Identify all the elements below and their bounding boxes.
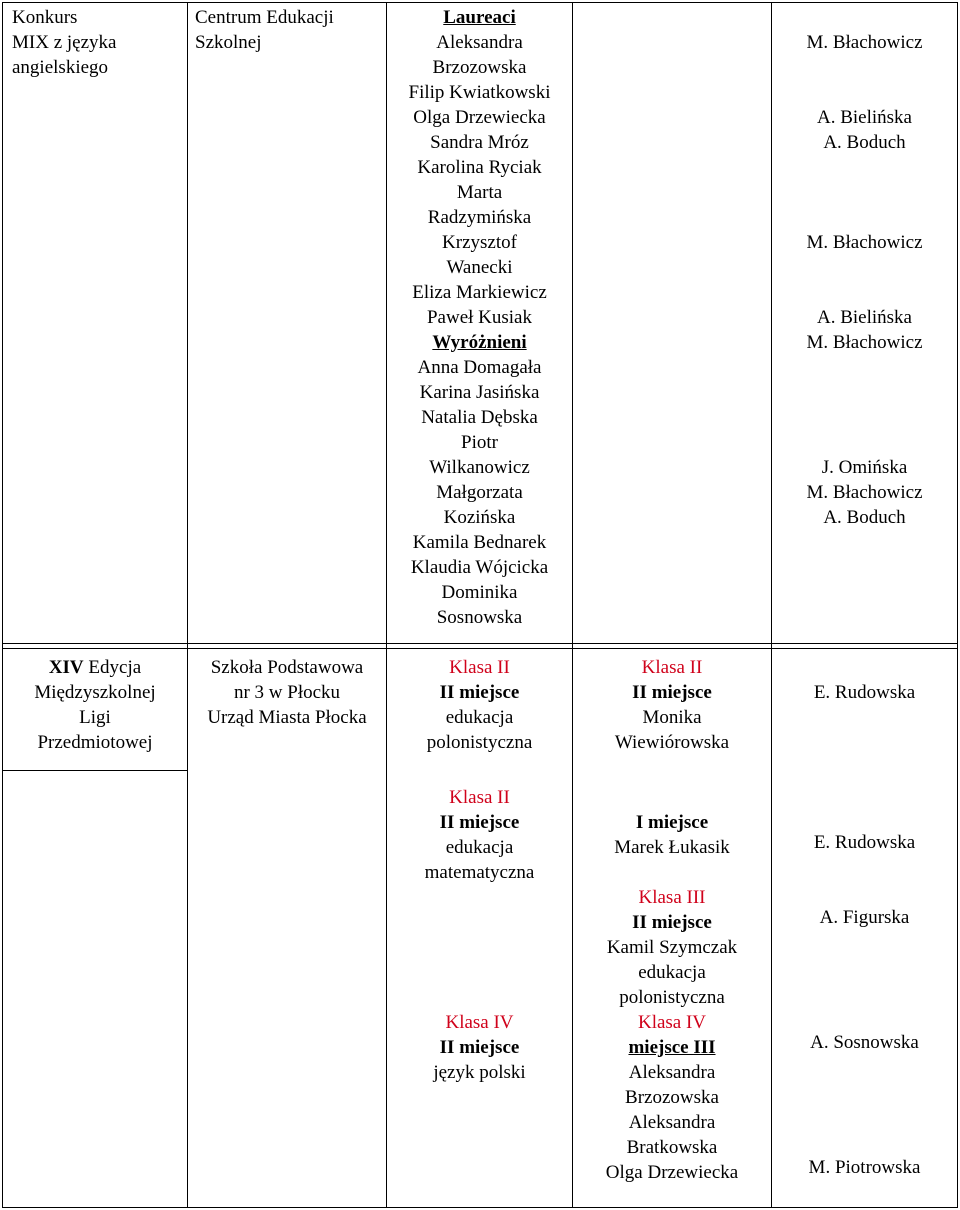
class-label: Klasa II <box>449 657 510 678</box>
competition-name-line: Ligi <box>79 707 111 728</box>
class-label: Klasa III <box>638 887 706 908</box>
class-label: Klasa IV <box>637 1012 707 1033</box>
row-divider <box>2 770 187 771</box>
distinguished-name: Wilkanowicz <box>429 457 530 478</box>
laureate-name: Sandra Mróz <box>430 132 529 153</box>
place-label: II miejsce <box>439 682 520 703</box>
subject-line: polonistyczna <box>426 732 533 753</box>
winner-name: Monika <box>642 707 702 728</box>
teachers-cell <box>772 680 957 1180</box>
competition-name-line: Międzyszkolnej <box>34 682 156 703</box>
laureate-name: Olga Drzewiecka <box>413 107 546 128</box>
winner-name: Kamil Szymczak <box>606 937 738 958</box>
winner-name: Marek Łukasik <box>614 837 730 858</box>
subject-line: edukacja <box>638 962 706 983</box>
subject-line: polonistyczna <box>619 987 725 1008</box>
winner-name: Brzozowska <box>625 1087 719 1108</box>
teacher-name: A. Figurska <box>819 907 910 928</box>
laureate-name: Karolina Ryciak <box>417 157 542 178</box>
column-divider <box>187 2 188 1208</box>
teacher-name: M. Błachowicz <box>806 482 923 503</box>
distinguished-name: Sosnowska <box>436 607 523 628</box>
teacher-name: A. Boduch <box>823 507 906 528</box>
laureate-name: Aleksandra <box>436 32 523 53</box>
competition-name-line: angielskiego <box>12 57 109 78</box>
organizer-cell <box>195 5 380 55</box>
laureate-name: Krzysztof <box>442 232 517 253</box>
organizer-line: Urząd Miasta Płocka <box>207 707 367 728</box>
results-cell <box>573 655 771 1185</box>
table-top-border <box>2 2 958 3</box>
row-divider <box>2 648 958 649</box>
teacher-name: A. Sosnowska <box>810 1032 919 1053</box>
distinguished-name: Natalia Dębska <box>421 407 538 428</box>
teacher-name: A. Boduch <box>823 132 906 153</box>
laureate-name: Wanecki <box>446 257 513 278</box>
subject-line: edukacja <box>445 707 514 728</box>
winner-name: Bratkowska <box>626 1137 718 1158</box>
subject-line: matematyczna <box>424 862 535 883</box>
competition-name-line: Konkurs <box>12 7 78 28</box>
laureate-name: Filip Kwiatkowski <box>408 82 551 103</box>
competition-name-line <box>3 655 187 680</box>
class-label: Klasa IV <box>445 1012 514 1033</box>
laureate-name: Radzymińska <box>427 207 532 228</box>
teacher-name: A. Bielińska <box>817 107 912 128</box>
place-label: I miejsce <box>635 812 709 833</box>
place-label: II miejsce <box>632 912 712 933</box>
categories-cell <box>387 655 572 1085</box>
teacher-name: J. Omińska <box>821 457 908 478</box>
table-bottom-border <box>2 1207 958 1208</box>
teacher-name: M. Piotrowska <box>808 1157 921 1178</box>
organizer-line: Szkoła Podstawowa <box>210 657 364 678</box>
organizer-line: Szkolnej <box>195 32 262 53</box>
distinguished-name: Kamila Bednarek <box>412 532 547 553</box>
place-label: miejsce III <box>628 1037 716 1058</box>
competition-name-cell <box>12 5 182 80</box>
table-right-border <box>957 2 958 1208</box>
organizer-line: nr 3 w Płocku <box>233 682 341 703</box>
winner-name: Olga Drzewiecka <box>605 1162 739 1183</box>
teacher-name: A. Bielińska <box>817 307 912 328</box>
competition-name-line: Przedmiotowej <box>37 732 153 753</box>
teacher-name: M. Błachowicz <box>806 232 923 253</box>
laureates-cell <box>387 5 572 630</box>
organizer-cell <box>188 655 386 730</box>
place-label: II miejsce <box>439 812 520 833</box>
teacher-name: M. Błachowicz <box>806 32 923 53</box>
competition-name-cell <box>3 655 187 755</box>
distinguished-name: Klaudia Wójcicka <box>410 557 549 578</box>
place-label: II miejsce <box>632 682 712 703</box>
laureate-name: Eliza Markiewicz <box>412 282 547 303</box>
edition-number: XIV <box>48 657 84 678</box>
place-label: II miejsce <box>439 1037 520 1058</box>
wyroznieni-heading: Wyróżnieni <box>432 332 527 353</box>
distinguished-name: Małgorzata <box>436 482 523 503</box>
laureate-name: Paweł Kusiak <box>426 307 532 328</box>
distinguished-name: Anna Domagała <box>417 357 542 378</box>
laureaci-heading: Laureaci <box>443 7 516 28</box>
organizer-line: Centrum Edukacji <box>195 7 334 28</box>
laureate-name: Brzozowska <box>432 57 527 78</box>
distinguished-name: Kozińska <box>443 507 516 528</box>
teacher-name: E. Rudowska <box>813 832 916 853</box>
competition-name-line: MIX z języka <box>12 32 117 53</box>
table-left-border <box>2 2 3 1208</box>
teachers-cell <box>772 30 957 530</box>
winner-name: Aleksandra <box>628 1112 716 1133</box>
subject-line: edukacja <box>445 837 514 858</box>
distinguished-name: Dominika <box>441 582 518 603</box>
teacher-name: M. Błachowicz <box>806 332 923 353</box>
class-label: Klasa II <box>449 787 510 808</box>
winner-name: Aleksandra <box>628 1062 716 1083</box>
teacher-name: E. Rudowska <box>813 682 916 703</box>
laureate-name: Marta <box>456 182 503 203</box>
row-divider <box>2 643 958 644</box>
winner-name: Wiewiórowska <box>614 732 730 753</box>
edition-label: Edycja <box>83 657 142 678</box>
subject-line: język polski <box>433 1062 526 1083</box>
distinguished-name: Karina Jasińska <box>419 382 540 403</box>
distinguished-name: Piotr <box>461 432 498 453</box>
class-label: Klasa II <box>641 657 703 678</box>
